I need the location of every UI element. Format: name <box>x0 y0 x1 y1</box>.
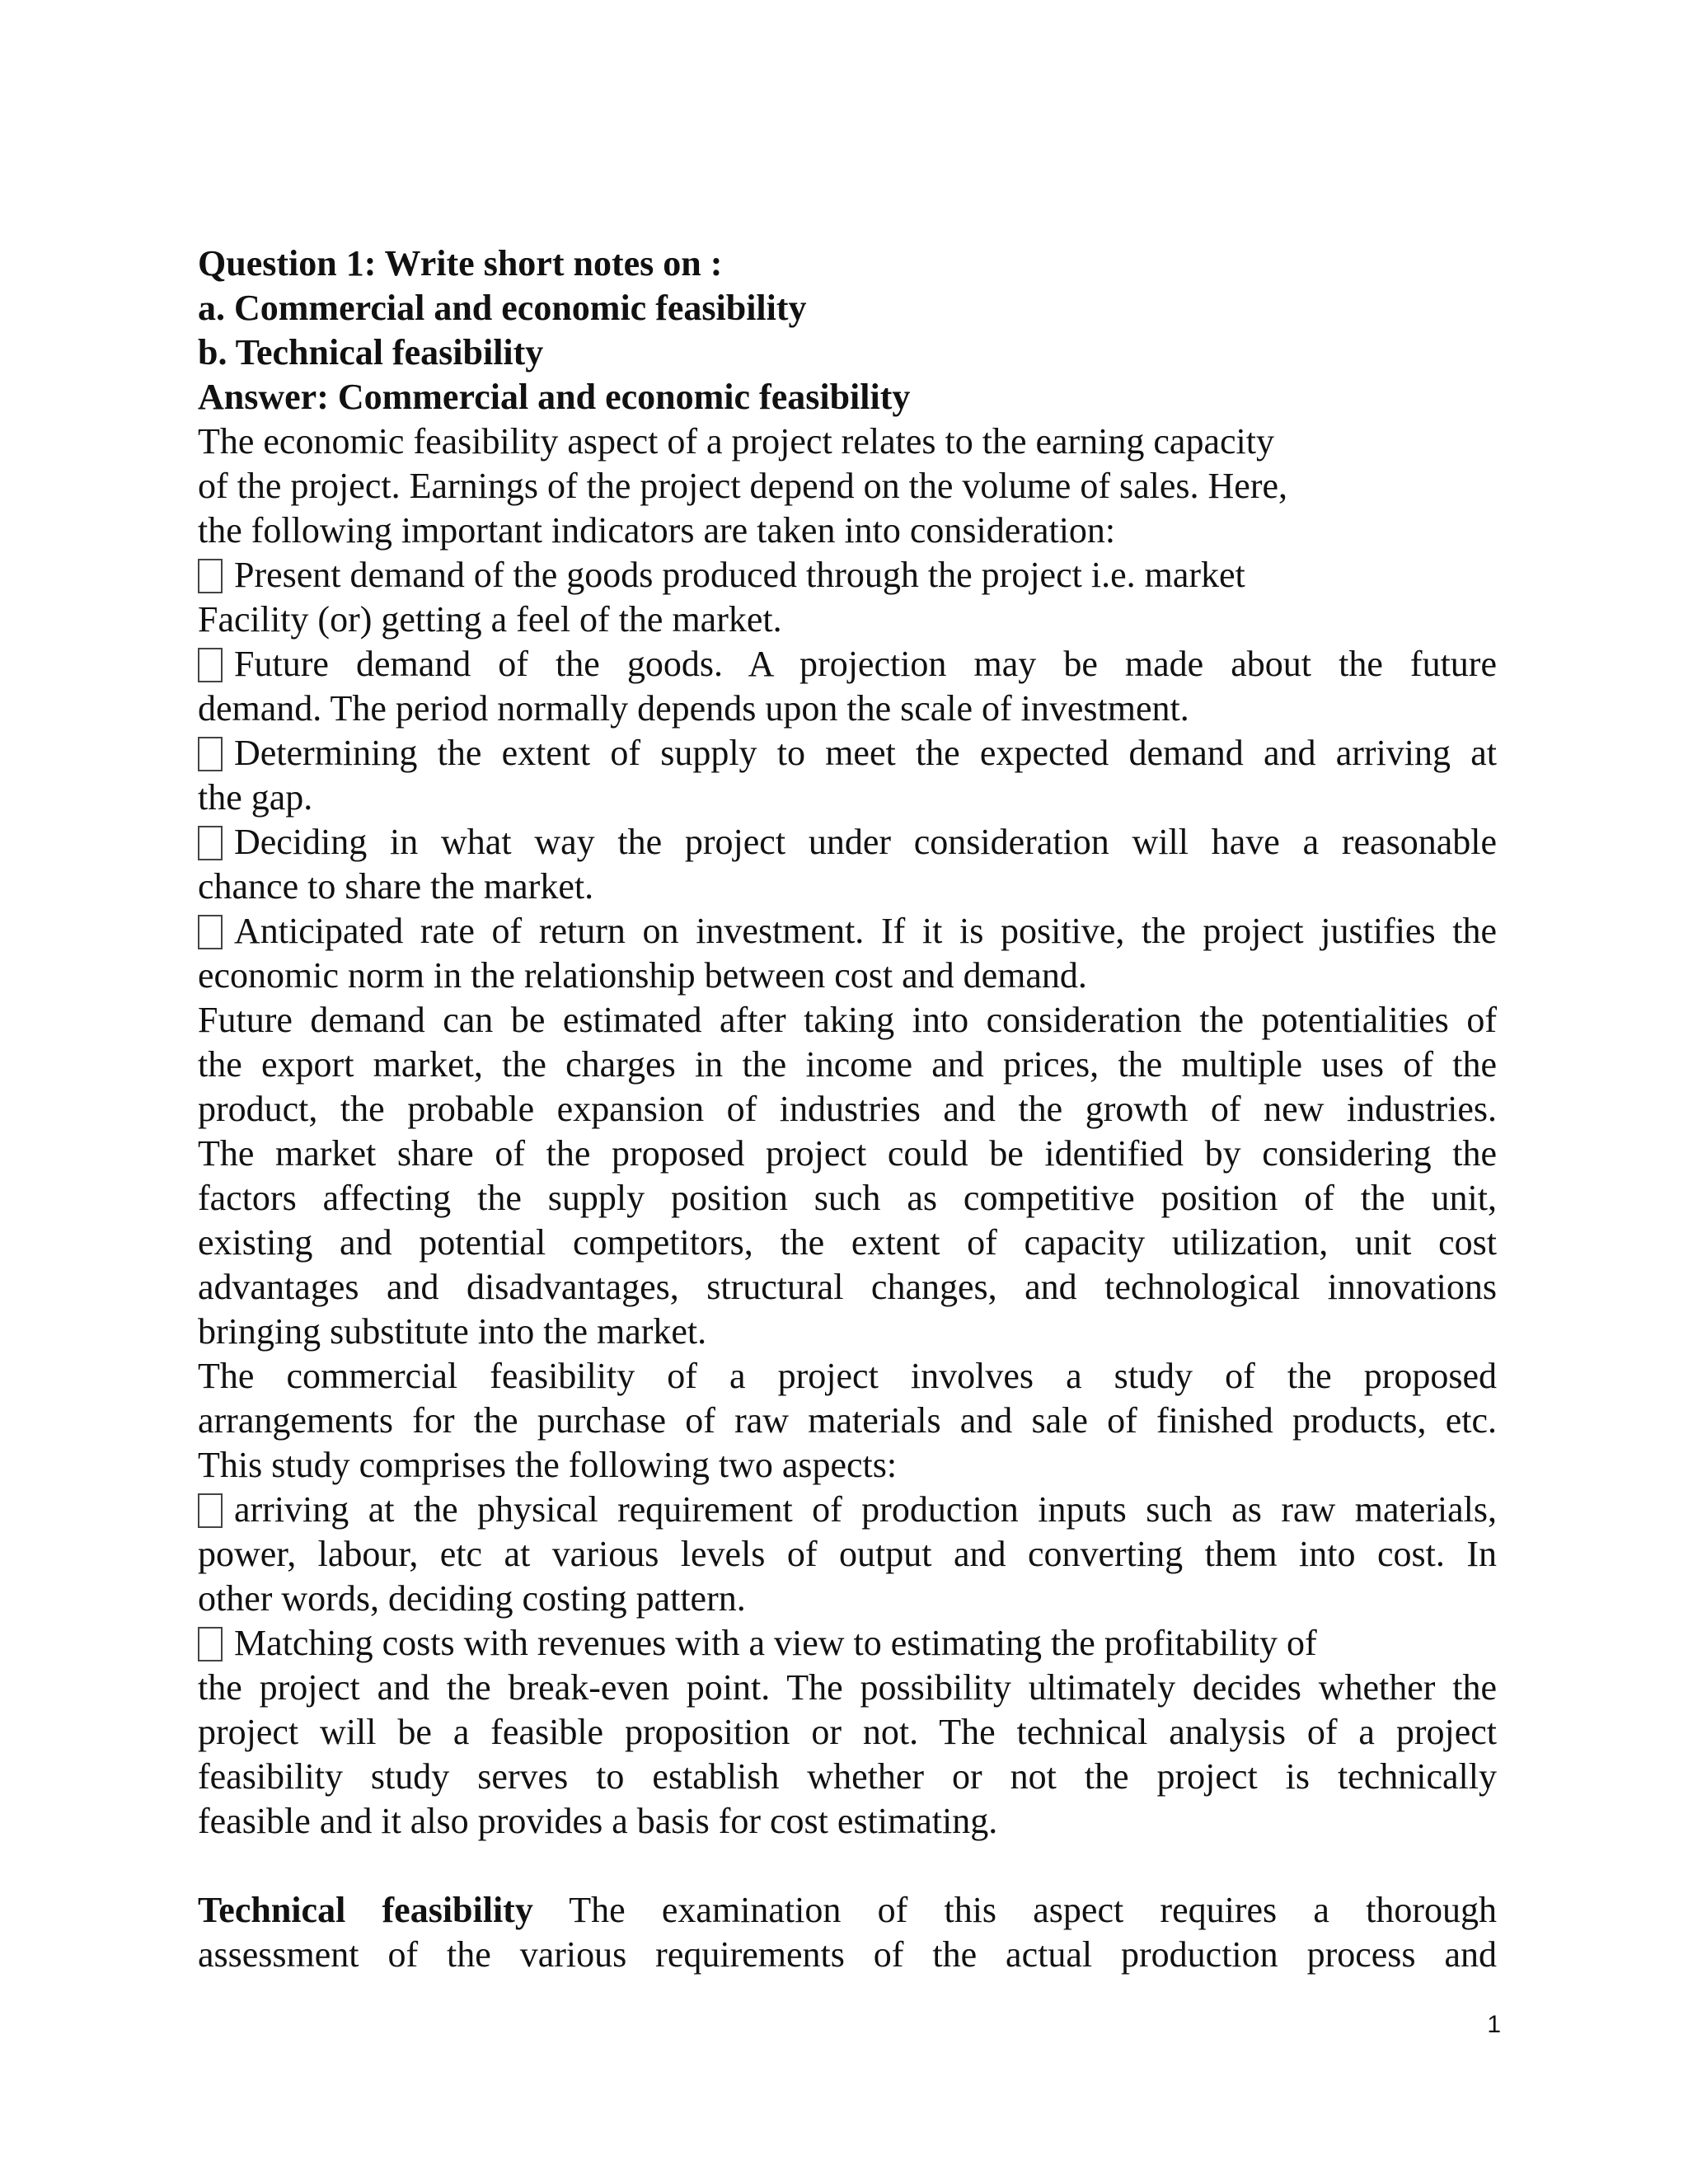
missing-glyph-bullet-icon <box>198 915 223 949</box>
indicator-continuation: the gap. <box>198 777 313 818</box>
missing-glyph-bullet-icon <box>198 826 223 860</box>
commercial-line: arrangements for the purchase of raw materials and sale of finished products, etc. <box>198 1400 1497 1441</box>
future-demand-line: bringing substitute into the market. <box>198 1311 707 1352</box>
commercial-line: This study comprises the following two aspects: <box>198 1445 898 1485</box>
question-title: Question 1: Write short notes on : <box>198 243 723 284</box>
future-demand-line: The market share of the proposed project could be identified by considering the <box>198 1133 1497 1174</box>
missing-glyph-bullet-icon <box>198 1493 223 1528</box>
missing-glyph-bullet-icon <box>198 648 223 682</box>
future-demand-line: advantages and disadvantages, structural changes, and technological innovations <box>198 1267 1497 1307</box>
future-demand-line: existing and potential competitors, the extent of capacity utilization, unit cost <box>198 1222 1497 1263</box>
question-item-a: a. Commercial and economic feasibility <box>198 288 807 328</box>
future-demand-line: factors affecting the supply position such as competitive position of the unit, <box>198 1178 1497 1218</box>
future-demand-line: product, the probable expansion of industries and the growth of new industries. <box>198 1089 1497 1129</box>
document-body <box>198 241 1497 1977</box>
indicator-item <box>198 642 1497 687</box>
indicator-continuation: Facility (or) getting a feel of the market. <box>198 599 782 640</box>
indicator-continuation: demand. The period normally depends upon the scale of investment. <box>198 688 1189 729</box>
intro-line: The economic feasibility aspect of a project relates to the earning capacity <box>198 421 1274 462</box>
intro-line: of the project. Earnings of the project depend on the volume of sales. Here, <box>198 466 1287 506</box>
technical-line: assessment of the various requirements of the actual production process and <box>198 1934 1497 1975</box>
missing-glyph-bullet-icon <box>198 559 223 593</box>
aspect-text: arriving at the physical requirement of production inputs such as raw materials, <box>234 1489 1497 1530</box>
future-demand-line: Future demand can be estimated after taking into consideration the potentialities of <box>198 1000 1497 1040</box>
question-item-b: b. Technical feasibility <box>198 332 544 373</box>
intro-line: the following important indicators are taken into consideration: <box>198 510 1116 551</box>
future-demand-line: the export market, the charges in the income and prices, the multiple uses of the <box>198 1044 1497 1085</box>
technical-text: The examination of this aspect requires a thorough <box>532 1890 1497 1930</box>
indicator-item <box>198 909 1497 954</box>
indicator-text: Anticipated rate of return on investment. If it is positive, the project justifies the <box>234 911 1497 951</box>
aspect-continuation: power, labour, etc at various levels of output and converting them into cost. In <box>198 1534 1497 1574</box>
indicator-text: Deciding in what way the project under consideration will have a reasonable <box>234 822 1497 862</box>
paragraph-gap <box>198 1844 1497 1888</box>
indicator-continuation: chance to share the market. <box>198 866 594 907</box>
indicator-item <box>198 820 1497 865</box>
aspect-continuation: project will be a feasible proposition or not. The technical analysis of a project <box>198 1712 1497 1752</box>
commercial-line: The commercial feasibility of a project involves a study of the proposed <box>198 1356 1497 1396</box>
indicator-text: Determining the extent of supply to meet the expected demand and arriving at <box>234 733 1497 773</box>
indicator-item <box>198 553 1497 598</box>
aspect-continuation: feasible and it also provides a basis for cost estimating. <box>198 1801 998 1841</box>
technical-line <box>198 1888 1497 1933</box>
aspect-continuation: other words, deciding costing pattern. <box>198 1578 746 1619</box>
missing-glyph-bullet-icon <box>198 737 223 771</box>
aspect-item <box>198 1621 1497 1666</box>
aspect-continuation: feasibility study serves to establish whether or not the project is technically <box>198 1756 1497 1797</box>
missing-glyph-bullet-icon <box>198 1627 223 1661</box>
answer-heading: Answer: Commercial and economic feasibility <box>198 377 911 417</box>
indicator-text: Future demand of the goods. A projection may be made about the future <box>234 644 1497 684</box>
technical-heading: Technical feasibility <box>198 1890 533 1930</box>
aspect-text: Matching costs with revenues with a view to estimating the profitability of <box>234 1623 1317 1663</box>
page-number: 1 <box>1487 2011 1501 2038</box>
indicator-text: Present demand of the goods produced through the project i.e. market <box>234 555 1245 595</box>
aspect-continuation: the project and the break-even point. The possibility ultimately decides whether the <box>198 1667 1497 1708</box>
indicator-continuation: economic norm in the relationship between cost and demand. <box>198 955 1087 996</box>
aspect-item <box>198 1488 1497 1532</box>
indicator-item <box>198 731 1497 776</box>
